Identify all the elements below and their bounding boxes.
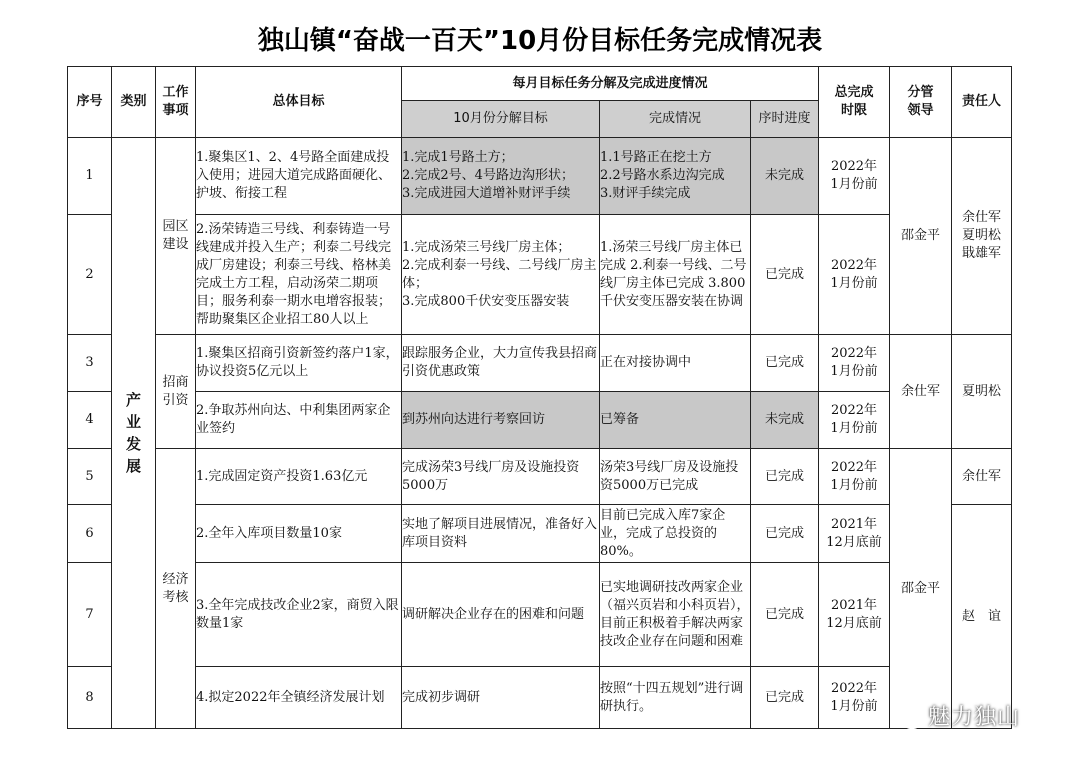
- goal-cell: 4.拟定2022年全镇经济发展计划: [196, 667, 402, 729]
- header-leader: 分管领导: [907, 85, 934, 118]
- deadline-cell: 2022年 1月份前: [819, 215, 890, 335]
- header-timing: 序时进度: [751, 101, 819, 138]
- seq-cell: 8: [68, 667, 112, 729]
- seq-cell: 1: [68, 138, 112, 215]
- completion-cell: 目前已完成入库7家企业，完成了总投资的80%。: [600, 505, 751, 563]
- header-overall-goal: 总体目标: [196, 67, 402, 138]
- goal-cell: 1.聚集区招商引资新签约落户1家，协议投资5亿元以上: [196, 335, 402, 392]
- work-item-label: 园区建设: [162, 219, 189, 252]
- task-table: [67, 66, 1012, 729]
- timing-cell: 未完成: [751, 392, 819, 449]
- seq-cell: 6: [68, 505, 112, 563]
- goal-cell: 2.汤荣铸造三号线、利泰铸造一号线建成并投入生产；利泰二号线完成厂房建设；利泰三号线、格林美完成土方工程，启动汤荣二期项目；服务利泰一期水电增容报装；帮助聚集区企业招工80人以上: [196, 215, 402, 335]
- header-oct-target: 10月份分解目标: [402, 101, 600, 138]
- table-row: [68, 138, 1012, 215]
- header-deadline-cell: [819, 67, 890, 138]
- work-item-cell: [156, 335, 196, 449]
- leader-cell: 邵金平: [890, 449, 952, 729]
- goal-cell: 2.争取苏州向达、中利集团两家企业签约: [196, 392, 402, 449]
- table-row: [68, 667, 1012, 729]
- target-cell: 完成汤荣3号线厂房及设施投资5000万: [402, 449, 600, 505]
- seq-cell: 7: [68, 563, 112, 667]
- table-row: [68, 335, 1012, 392]
- header-responsible: 责任人: [952, 67, 1012, 138]
- leader-cell: 余仕军: [890, 335, 952, 449]
- goal-cell: 3.全年完成技改企业2家，商贸入限数量1家: [196, 563, 402, 667]
- work-item-cell: [156, 449, 196, 729]
- table-row: [68, 392, 1012, 449]
- target-cell: 跟踪服务企业，大力宣传我县招商引资优惠政策: [402, 335, 600, 392]
- responsible-cell: 夏明松: [952, 335, 1012, 449]
- watermark: [890, 700, 1020, 731]
- target-cell: 1.完成汤荣三号线厂房主体； 2.完成利泰一号线、二号线厂房主体； 3.完成800千伏安变压器安装: [402, 215, 600, 335]
- seq-cell: 3: [68, 335, 112, 392]
- responsible-cell: 余仕军 夏明松 戢雄军: [952, 138, 1012, 335]
- deadline-cell: 2022年 1月份前: [819, 449, 890, 505]
- work-item-label: 招商引资: [162, 374, 189, 408]
- target-cell: 实地了解项目进展情况，准备好入库项目资料: [402, 505, 600, 563]
- deadline-cell: 2022年 1月份前: [819, 138, 890, 215]
- header-work-item: 工作事项: [162, 85, 189, 118]
- leader-cell: 邵金平: [890, 138, 952, 335]
- timing-cell: 已完成: [751, 335, 819, 392]
- goal-cell: 1.完成固定资产投资1.63亿元: [196, 449, 402, 505]
- deadline-cell: 2022年 1月份前: [819, 335, 890, 392]
- seq-cell: 2: [68, 215, 112, 335]
- completion-cell: 1.汤荣三号线厂房主体已完成 2.利泰一号线、二号线厂房主体已完成 3.800千伏安变压器安装在协调: [600, 215, 751, 335]
- table-row: [68, 449, 1012, 505]
- target-cell: 到苏州向达进行考察回访: [402, 392, 600, 449]
- header-category: 类别: [112, 67, 156, 138]
- completion-cell: 已实地调研技改两家企业（福兴页岩和小科页岩），目前正积极着手解决两家技改企业存在问题和困难: [600, 563, 751, 667]
- work-item-label: 经济考核: [162, 571, 189, 605]
- table-row: [68, 505, 1012, 563]
- header-leader-cell: [890, 67, 952, 138]
- deadline-cell: 2021年 12月底前: [819, 505, 890, 563]
- category-label: 产业发展: [125, 391, 141, 475]
- completion-cell: 汤荣3号线厂房及设施投资5000万已完成: [600, 449, 751, 505]
- timing-cell: 已完成: [751, 215, 819, 335]
- header-work-item-cell: [156, 67, 196, 138]
- goal-cell: 2.全年入库项目数量10家: [196, 505, 402, 563]
- completion-cell: 按照“十四五规划”进行调研执行。: [600, 667, 751, 729]
- seq-cell: 5: [68, 449, 112, 505]
- header-deadline: 总完成时限: [834, 85, 874, 118]
- responsible-cell: 余仕军: [952, 449, 1012, 505]
- target-cell: 1.完成1号路土方； 2.完成2号、4号路边沟形状； 3.完成进园大道增补财评手续: [402, 138, 600, 215]
- timing-cell: 已完成: [751, 505, 819, 563]
- deadline-cell: 2022年 1月份前: [819, 667, 890, 729]
- completion-cell: 已筹备: [600, 392, 751, 449]
- completion-cell: 1.1号路正在挖土方 2.2号路水系边沟完成 3.财评手续完成: [600, 138, 751, 215]
- target-cell: 完成初步调研: [402, 667, 600, 729]
- timing-cell: 未完成: [751, 138, 819, 215]
- target-cell: 调研解决企业存在的困难和问题: [402, 563, 600, 667]
- table-row: [68, 563, 1012, 667]
- deadline-cell: 2021年 12月底前: [819, 563, 890, 667]
- goal-cell: 1.聚集区1、2、4号路全面建成投入使用；进园大道完成路面硬化、护坡、衔接工程: [196, 138, 402, 215]
- timing-cell: 已完成: [751, 449, 819, 505]
- header-completion: 完成情况: [600, 101, 751, 138]
- timing-cell: 已完成: [751, 667, 819, 729]
- header-monthly-group: 每月目标任务分解及完成进度情况: [402, 67, 819, 101]
- header-seq: 序号: [68, 67, 112, 138]
- category-cell: [112, 138, 156, 729]
- timing-cell: 已完成: [751, 563, 819, 667]
- watermark-text: 魅力独山: [928, 705, 1021, 730]
- responsible-cell: 赵 谊: [952, 505, 1012, 729]
- page-title: 独山镇“奋战一百天”10月份目标任务完成情况表: [257, 26, 823, 56]
- wechat-icon: [890, 706, 924, 730]
- completion-cell: 正在对接协调中: [600, 335, 751, 392]
- deadline-cell: 2022年 1月份前: [819, 392, 890, 449]
- work-item-cell: [156, 138, 196, 335]
- table-row: [68, 215, 1012, 335]
- seq-cell: 4: [68, 392, 112, 449]
